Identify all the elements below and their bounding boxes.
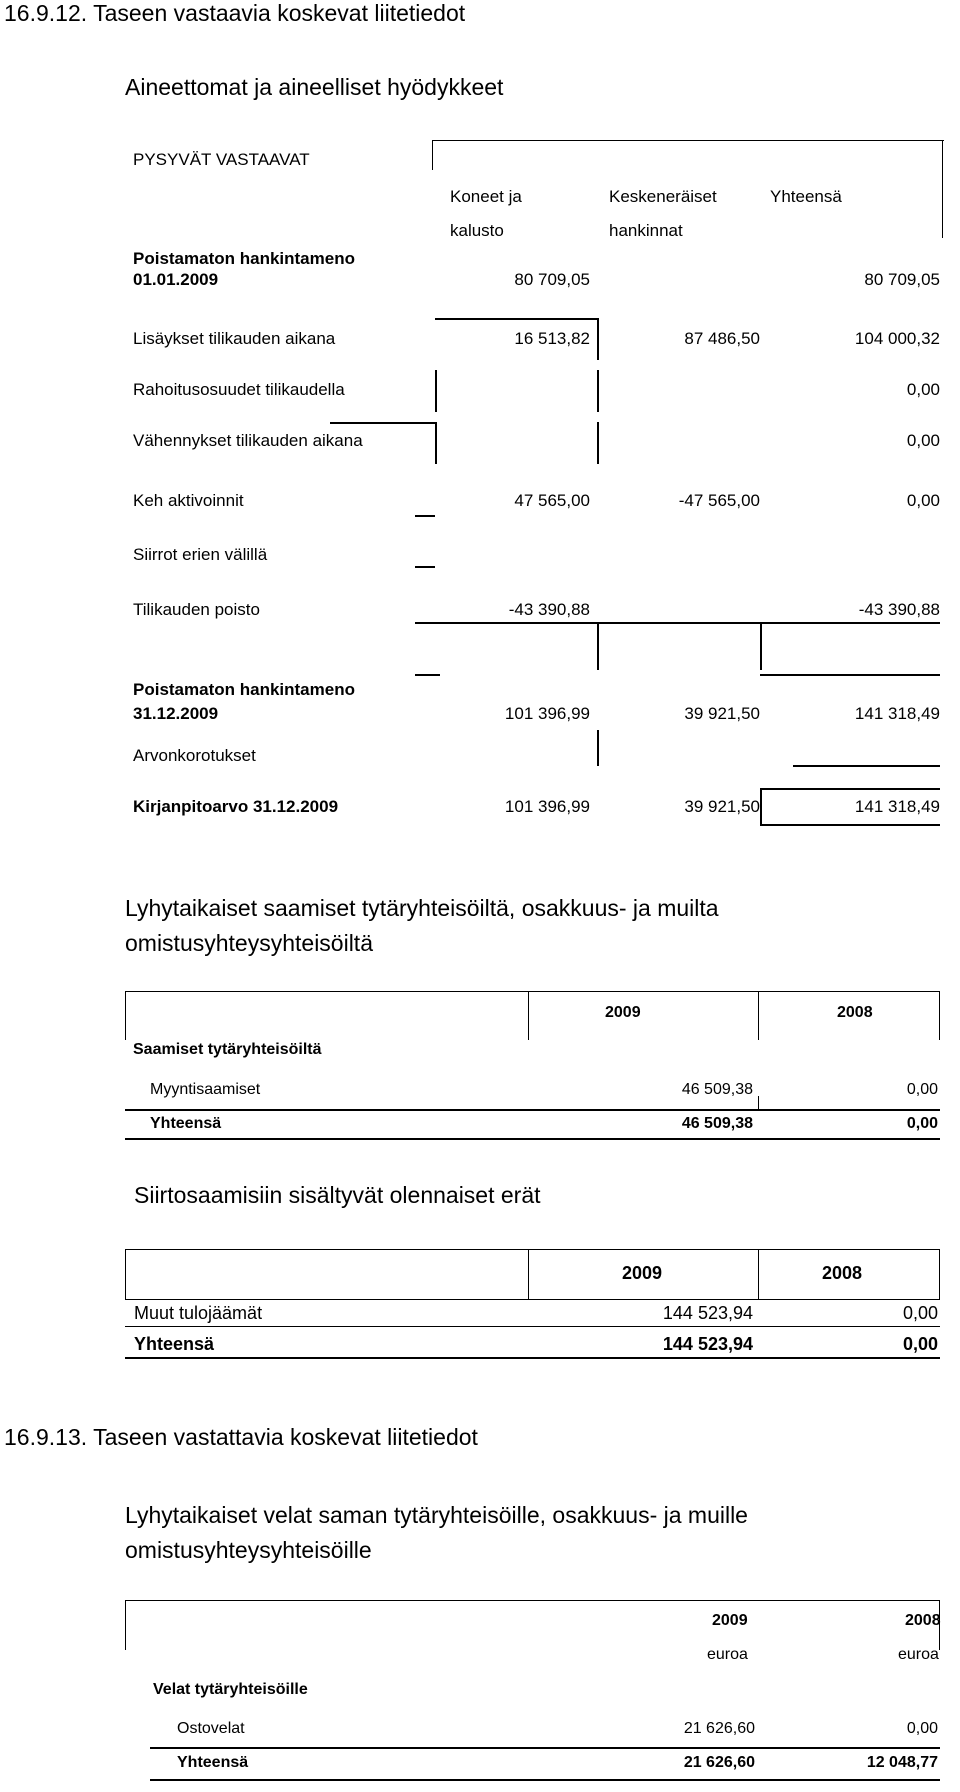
cell-value: 16 513,82 (514, 329, 590, 348)
divider (125, 1357, 940, 1359)
cell-value: 80 709,05 (864, 270, 940, 289)
row-label-closing-cost: Poistamaton hankintameno (133, 680, 355, 699)
table-top-border (125, 1249, 940, 1250)
divider (597, 622, 599, 670)
table-col-divider (528, 1249, 529, 1300)
cell-value: 12 048,77 (866, 1754, 938, 1771)
col-header-work-in-progress-2: hankinnat (609, 221, 683, 240)
table-right-border (939, 991, 940, 1040)
cell-value: 39 921,50 (684, 704, 760, 723)
unit-euro-2009: euroa (707, 1646, 748, 1663)
section-heading-assets: 16.9.12. Taseen vastaavia koskevat liitetiedot (4, 0, 466, 26)
divider (415, 674, 440, 676)
cell-value: 0,00 (902, 1334, 938, 1354)
col-header-machinery-2: kalusto (450, 221, 504, 240)
cell-value: 0,00 (906, 1081, 938, 1098)
row-label-revaluations: Arvonkorotukset (133, 746, 256, 765)
row-label-total: Yhteensä (177, 1754, 249, 1771)
cell-value: 0,00 (906, 1115, 938, 1132)
cell-value: 141 318,49 (854, 704, 940, 723)
row-label-opening-cost: Poistamaton hankintameno (133, 249, 355, 268)
row-label-additions: Lisäykset tilikauden aikana (133, 329, 336, 348)
unit-euro-2008: euroa (898, 1646, 939, 1663)
table-right-border (942, 140, 943, 238)
divider (760, 674, 940, 676)
table-col-divider (758, 991, 759, 1040)
year-2009: 2009 (605, 1004, 641, 1021)
cell-value: -43 390,88 (858, 600, 940, 619)
section-heading-liabilities: 16.9.13. Taseen vastattavia koskevat liitetiedot (4, 1424, 478, 1450)
divider (597, 422, 599, 464)
divider (597, 730, 599, 766)
cell-value: 101 396,99 (504, 797, 590, 816)
cell-value: 144 523,94 (662, 1303, 753, 1323)
cell-value: 0,00 (906, 431, 940, 450)
cell-value: -47 565,00 (678, 491, 760, 510)
cell-value: 87 486,50 (684, 329, 760, 348)
cell-value: 46 509,38 (681, 1081, 753, 1098)
cell-value: 141 318,49 (854, 797, 940, 816)
group-label-subsidiary-liabilities: Velat tytäryhteisöille (153, 1681, 308, 1698)
cell-value: 46 509,38 (681, 1115, 753, 1132)
table-top-border (432, 140, 944, 141)
divider (760, 788, 940, 790)
divider (125, 1299, 940, 1300)
row-label-depreciation: Tilikauden poisto (133, 600, 260, 619)
subheading-intangible-tangible: Aineettomat ja aineelliset hyödykkeet (125, 74, 504, 100)
divider (415, 622, 940, 624)
heading-accrued-income: Siirtosaamisiin sisältyvät olennaiset erät (134, 1182, 541, 1208)
divider (150, 1779, 940, 1781)
divider (125, 1109, 940, 1111)
row-label-deductions: Vähennykset tilikauden aikana (133, 431, 363, 450)
divider (760, 824, 940, 826)
cell-value: 0,00 (906, 491, 940, 510)
divider (435, 422, 437, 464)
divider (760, 788, 762, 824)
divider (125, 1138, 940, 1140)
table-left-border (125, 1600, 126, 1650)
row-label-transfers: Siirrot erien välillä (133, 545, 268, 564)
table-top-border (125, 1600, 940, 1601)
cell-value: -43 390,88 (508, 600, 590, 619)
table-header-divider (432, 140, 433, 170)
year-2009: 2009 (622, 1263, 663, 1283)
row-label-total: Yhteensä (134, 1334, 215, 1354)
cell-value: 80 709,05 (514, 270, 590, 289)
divider (415, 566, 435, 568)
table-col-divider (528, 991, 529, 1040)
table-col-divider (758, 1249, 759, 1300)
divider (435, 370, 437, 412)
row-label-closing-date: 31.12.2009 (133, 704, 219, 723)
divider (330, 422, 435, 424)
divider (760, 622, 762, 670)
divider (150, 1747, 940, 1749)
table-left-border (125, 1249, 126, 1300)
cell-value: 39 921,50 (684, 797, 760, 816)
row-label-sales-receivables: Myyntisaamiset (150, 1081, 261, 1098)
cell-value: 21 626,60 (683, 1754, 755, 1771)
row-label-book-value: Kirjanpitoarvo 31.12.2009 (133, 797, 339, 816)
cell-value: 104 000,32 (854, 329, 940, 348)
heading-receivables-subsidiaries-2: omistusyhteysyhteisöiltä (125, 930, 373, 956)
divider (758, 1096, 759, 1110)
row-label-capitalisation: Keh aktivoinnit (133, 491, 244, 510)
cell-value: 0,00 (906, 380, 940, 399)
heading-short-term-liabilities-2: omistusyhteysyhteisöille (125, 1537, 372, 1563)
row-label-total: Yhteensä (150, 1115, 222, 1132)
cell-value: 144 523,94 (662, 1334, 753, 1354)
row-label-opening-date: 01.01.2009 (133, 270, 219, 289)
cell-value: 101 396,99 (504, 704, 590, 723)
col-header-total: Yhteensä (770, 187, 842, 206)
col-header-machinery: Koneet ja (450, 187, 522, 206)
cell-value: 0,00 (902, 1303, 938, 1323)
row-label-accounts-payable: Ostovelat (177, 1720, 245, 1737)
cell-value: 47 565,00 (514, 491, 590, 510)
year-2008: 2008 (837, 1004, 873, 1021)
table-top-border (125, 991, 940, 992)
divider (435, 318, 597, 320)
group-label-subsidiary-receivables: Saamiset tytäryhteisöiltä (133, 1041, 322, 1058)
year-2008: 2008 (905, 1612, 941, 1629)
cell-value: 0,00 (906, 1720, 938, 1737)
row-label-financing: Rahoitusosuudet tilikaudella (133, 380, 345, 399)
heading-short-term-liabilities: Lyhytaikaiset velat saman tytäryhteisöille, osakkuus- ja muille (125, 1502, 748, 1528)
year-2008: 2008 (822, 1263, 863, 1283)
fixed-assets-caption: PYSYVÄT VASTAAVAT (133, 150, 310, 169)
year-2009: 2009 (712, 1612, 748, 1629)
table-right-border (939, 1249, 940, 1300)
cell-value: 21 626,60 (683, 1720, 755, 1737)
table-left-border (125, 991, 126, 1040)
row-label-other-accrued: Muut tulojäämät (134, 1303, 263, 1323)
heading-receivables-subsidiaries: Lyhytaikaiset saamiset tytäryhteisöiltä, osakkuus- ja muilta (125, 895, 719, 921)
divider (415, 515, 435, 517)
divider (597, 318, 599, 360)
divider (793, 765, 940, 767)
divider (597, 370, 599, 412)
divider (125, 1326, 940, 1327)
col-header-work-in-progress: Keskeneräiset (609, 187, 717, 206)
